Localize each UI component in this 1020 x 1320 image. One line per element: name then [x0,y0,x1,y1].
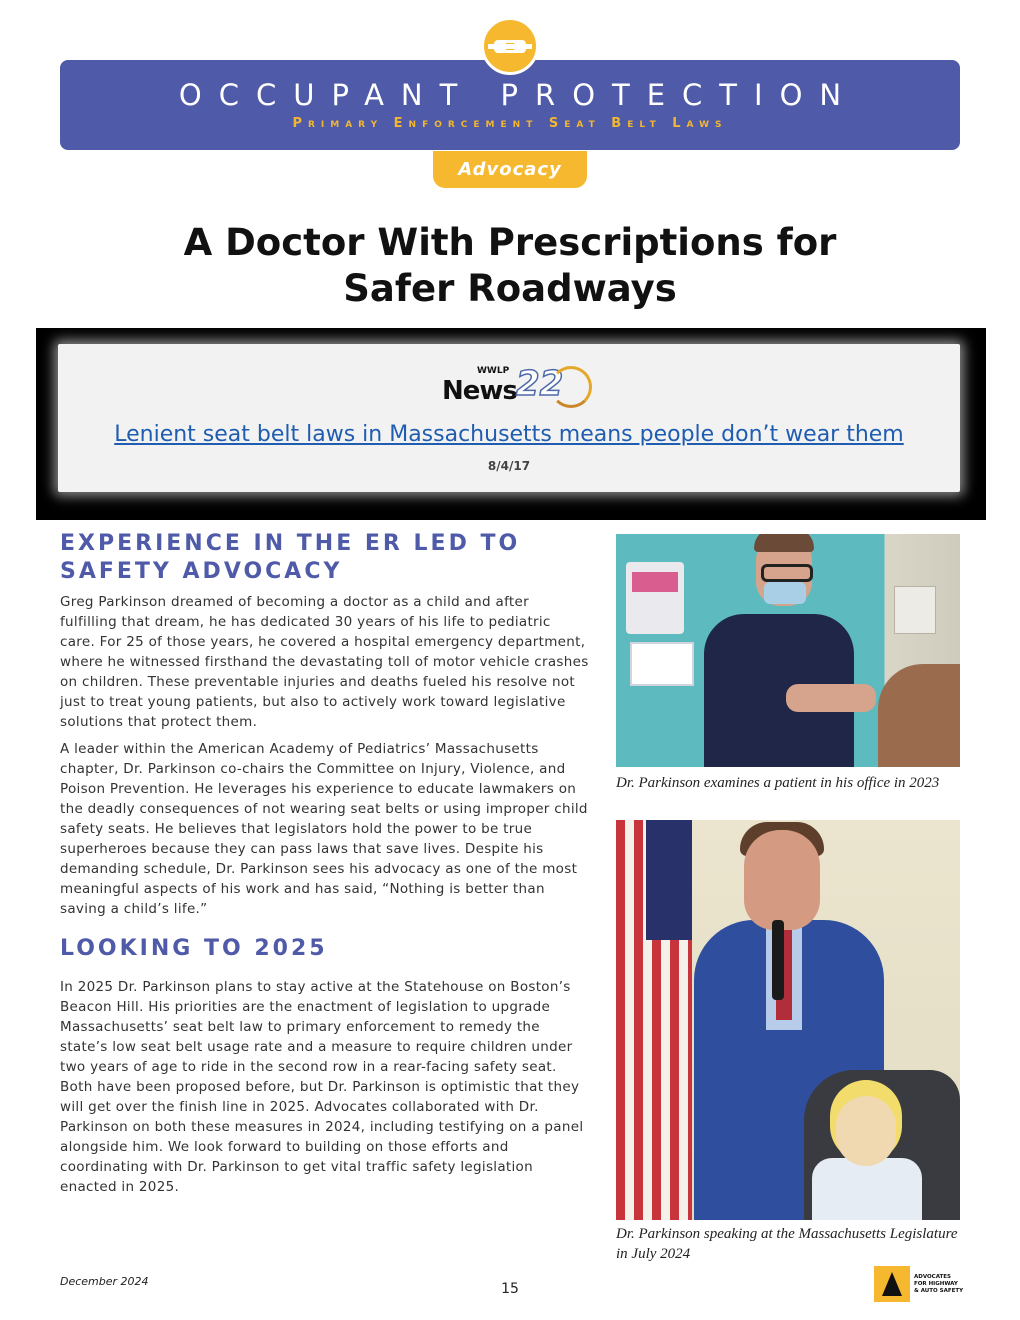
section-heading-looking [60,935,328,963]
photo-caption: Dr. Parkinson examines a patient in his office in 2023 [616,775,940,791]
news-card [58,344,960,492]
peacock-ring-icon [550,366,592,408]
org-logo [874,1266,964,1302]
page-number: 15 [501,1281,519,1297]
paragraph: In 2025 Dr. Parkinson plans to stay active at the Statehouse on Boston’s Beacon Hill. His priorities are the enactment of legislation to upgrade Massachusetts’ seat belt law to primary enforcement to remedy the state’s low seat belt usage rate and a measure to require children under two years of age to ride in the second row in a rear-facing safety seat. Both have been proposed before, but Dr. Parkinson is optimistic that they will get over the finish line in 2025. Advocates collaborated with Dr. Parkinson on both these measures in 2024, including testifying on a panel alongside him. We look forward to building on those efforts and coordinating with Dr. Parkinson to get vital traffic safety legislation enacted in 2025. [60,979,584,1195]
section-heading-experience [60,530,520,586]
photo-caption: Dr. Parkinson speaking at the Massachusetts Legislature in July 2024 [616,1226,958,1262]
photo-exam-room [616,534,960,767]
news-logo-channel: 22 [516,364,564,404]
article-title-line2: Safer Roadways [343,267,677,310]
banner-subtitle: Primary Enforcement Seat Belt Laws [292,116,728,131]
news-article-link[interactable]: Lenient seat belt laws in Massachusetts means people don’t wear them [114,422,904,447]
seat-belt-buckle-icon [481,17,539,75]
news-station-logo [442,362,592,414]
section-heading-experience-line2: SAFETY ADVOCACY [60,559,343,584]
section-heading-experience-line1: EXPERIENCE IN THE ER LED TO [60,531,521,556]
news-logo-small: WWLP [477,366,510,376]
paragraph: Greg Parkinson dreamed of becoming a doctor as a child and after fulfilling that dream, he has dedicated 30 years of his life to pediatric care. For 25 of those years, he covered a hospital emergency department, where he witnessed firsthand the devastating toll of motor vehicle crashes on children. These preventable injuries and deaths fueled his resolve not just to treat young patients, but also to actively work toward legislative solutions that protect them. [60,594,589,730]
org-logo-text: ADVOCATES FOR HIGHWAY & AUTO SAFETY [914,1274,964,1294]
paragraph: A leader within the American Academy of Pediatrics’ Massachusetts chapter, Dr. Parkinson co-chairs the Committee on Injury, Violence, and Poison Prevention. He leverages his experience to educate lawmakers on the deadly consequences of not wearing seat belts or using improper child safety seats. He believes that legislators hold the power to be true superheroes because they can pass laws that save lives. Despite his demanding schedule, Dr. Parkinson sees his advocacy as one of the most meaningful aspects of his work and has said, “Nothing is better than saving a child’s life.” [60,741,588,917]
org-logo-mark-icon [874,1266,910,1302]
news-date: 8/4/17 [487,459,531,473]
footer-date: December 2024 [60,1275,149,1288]
news-callout [36,328,986,520]
news-logo-name: News [442,376,517,406]
photo-legislature [616,820,960,1220]
category-tag: Advocacy [433,151,587,188]
section-heading-looking-line1: LOOKING TO 2025 [60,936,328,961]
banner-title: OCCUPANT PROTECTION [178,78,859,112]
article-title [0,220,1020,312]
article-title-line1: A Doctor With Prescriptions for [183,221,837,264]
